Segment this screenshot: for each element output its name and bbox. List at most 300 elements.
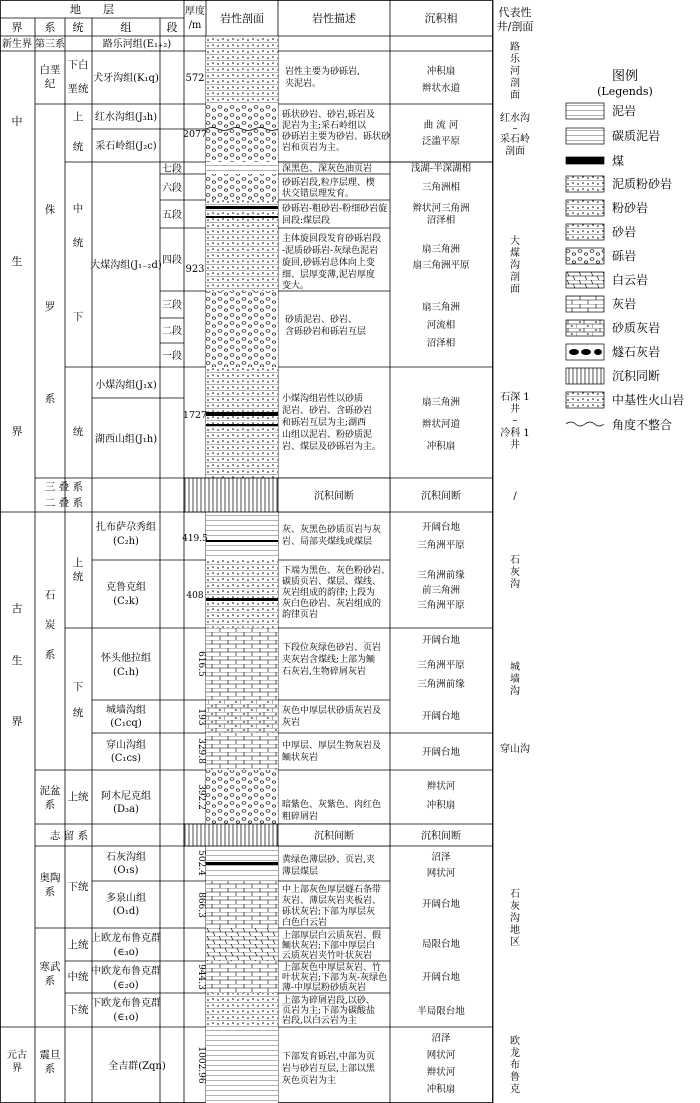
- header-zu: 组: [120, 21, 132, 34]
- legend-title: 图例: [611, 69, 639, 84]
- rep-luleh-5: 面: [510, 90, 520, 101]
- formation-k1q: 犬牙沟组(K₁q): [93, 73, 159, 84]
- facies-j1-2: 辫状河道: [421, 419, 461, 430]
- formation-e12: 路乐河组(E₁₊₂): [102, 39, 172, 50]
- member-column: [162, 162, 182, 362]
- legend-label-9: 灰岩: [612, 297, 637, 311]
- series-cam-upper: 上统: [67, 939, 89, 951]
- rep-luleh-4: 剖: [510, 78, 520, 89]
- rep-oulong-4: 鲁: [510, 1072, 520, 1083]
- legend: [566, 69, 684, 432]
- header-thickness: 厚度: [185, 6, 205, 17]
- legend-swatch-conglomerate: [566, 248, 604, 264]
- rep-shishen-1: 石深 1: [500, 392, 530, 403]
- thickness-o1s: 502.4: [196, 850, 206, 876]
- era-cenozoic: 新生界: [2, 39, 32, 50]
- desc-m13-2: 含砾砂岩和砾岩互层: [285, 327, 367, 337]
- representative-column: [500, 40, 530, 1095]
- rep-dameigou-1: 大: [510, 236, 520, 247]
- desc-o1d-1: 中上部灰色厚层燧石条带: [282, 885, 382, 895]
- member-1: 一段: [162, 351, 182, 362]
- header-jie: 界: [11, 21, 23, 34]
- desc-c2h-2: 岩、局部夹煤线或煤层: [282, 537, 373, 547]
- lith-zqn: [206, 1027, 278, 1103]
- member-7: 七段: [162, 164, 182, 175]
- legend-label-3: 煤: [612, 154, 625, 168]
- facies-m5-1: 辫状河三角洲: [412, 203, 470, 214]
- lith-dameigou-5: [206, 200, 278, 228]
- rep-oulong-1: 欧: [510, 1036, 520, 1047]
- desc-k1q-2: 夹泥岩。: [285, 79, 322, 89]
- system-tertiary: 第三系: [35, 39, 65, 50]
- formation-c2h: 扎布萨尕秀组: [96, 522, 156, 533]
- desc-j1-3: 和砾岩互层为主;湖西: [282, 418, 367, 428]
- desc-d3a-2: 粗碎屑岩: [282, 812, 319, 822]
- series-d-upper: 上统: [67, 791, 89, 803]
- lith-dameigou-6: [206, 174, 278, 200]
- formation-j2c: 采石岭组(J₂c): [95, 141, 157, 152]
- desc-m5-2: 回段:煤层段: [282, 216, 331, 226]
- coal-bed-3: [206, 412, 278, 416]
- facies-o1s-1: 沼泽: [431, 852, 451, 863]
- thickness-dameigou: 923: [185, 264, 205, 275]
- system-column: [35, 37, 89, 1075]
- desc-j1-1: 小煤沟组岩性以砂质: [282, 394, 364, 404]
- system-ordovician-1: 奥陶: [39, 872, 61, 884]
- facies-c2k-3: 三角洲平原: [417, 600, 465, 611]
- era-paleozoic-3: 界: [11, 715, 23, 728]
- thickness-c2h: 419.5: [182, 534, 208, 544]
- formation-o1d: 多泉山组: [106, 893, 146, 904]
- desc-c1cq-2: 灰岩: [282, 718, 301, 728]
- thickness-cambrian: 944.3: [196, 964, 206, 990]
- era-proterozoic-2: 界: [12, 1063, 22, 1074]
- system-permian: 二 叠 系: [44, 497, 84, 509]
- desc-c1h-3: 石灰岩,生物碎屑灰岩: [282, 667, 366, 677]
- facies-c1h-3: 三角洲前缘: [417, 679, 465, 690]
- header-duan: 段: [166, 21, 178, 34]
- facies-m4-1: 扇三角洲: [421, 244, 461, 255]
- facies-m7: 浅湖-半深湖相: [410, 163, 472, 174]
- era-column: [2, 37, 32, 1074]
- desc-c1cs-2: 鲕状灰岩: [282, 753, 319, 763]
- formation-o1s: 石灰沟组: [106, 852, 146, 863]
- desc-cam1-2: 页岩为主;下部为碳酸盐: [282, 1006, 376, 1016]
- header-facies: 沉积相: [424, 12, 458, 25]
- desc-c1cq-1: 灰色中厚层状砂质灰岩及: [282, 706, 382, 716]
- coal-bed-2: [206, 216, 278, 218]
- desc-o1s-2: 薄层煤层: [282, 867, 319, 877]
- formation-cam1: 下欧龙布鲁克群: [91, 998, 161, 1009]
- rep-hongshui-4: 剖面: [505, 146, 525, 157]
- desc-m7: 深黑色、深灰色油页岩: [282, 164, 373, 174]
- system-carboniferous-3: 系: [44, 649, 56, 661]
- series-j-upper-2: 统: [72, 141, 84, 153]
- system-cretaceous-2: 纪: [44, 78, 56, 90]
- lith-c2h: [206, 512, 278, 560]
- lith-c1cq: [206, 700, 278, 733]
- desc-o1d-4: 白色白云岩: [282, 918, 328, 928]
- desc-cam1-1: 上部为碎屑岩段,以砂、: [282, 996, 375, 1006]
- series-c-upper-1: 上: [72, 557, 84, 569]
- series-j-middle-1: 中: [72, 203, 84, 215]
- formation-j3h: 红水沟组(J₃h): [94, 112, 158, 123]
- legend-label-1: 泥岩: [612, 104, 637, 118]
- desc-zqn-3: 灰色页岩为主: [282, 1076, 337, 1086]
- header-description: 岩性描述: [312, 12, 356, 25]
- facies-j3-1: 曲 流 河: [423, 120, 459, 131]
- desc-m6-2: 状交错层理发育。: [282, 189, 355, 199]
- lith-upper-jurassic: [206, 104, 278, 162]
- thickness-j1: 1727: [182, 410, 208, 421]
- facies-zqn-2: 网状河: [426, 1050, 456, 1061]
- formation-d3a-code: (D₃a): [113, 804, 139, 815]
- legend-swatch-limestone: [566, 296, 604, 312]
- rep-dameigou-4: 剖: [510, 272, 520, 283]
- desc-c2k-5: 韵律页岩: [282, 610, 319, 620]
- formation-dameigou: 大煤沟组(J₁₋₂d): [90, 260, 162, 271]
- era-proterozoic-1: 元古: [7, 1050, 27, 1061]
- legend-swatch-sandstone: [566, 224, 604, 240]
- series-j-lower-1: 下: [72, 311, 84, 323]
- thickness-column: [182, 73, 208, 1084]
- desc-j3-2: 泥岩为主;采石岭组以: [282, 121, 367, 131]
- formation-cam1-code: (∈₁o): [113, 1012, 139, 1023]
- rep-hongshui-1: 红水沟: [500, 113, 530, 124]
- desc-cam3-3: 云质灰岩夹竹叶状灰岩: [282, 951, 373, 961]
- legend-swatch-sandy-limestone: [566, 320, 604, 336]
- system-carboniferous-2: 炭: [44, 619, 56, 631]
- formation-zqn: 全吉群(Zqn): [108, 1061, 166, 1072]
- era-mesozoic-2: 生: [11, 255, 23, 268]
- series-k-lower-1: 下白: [67, 59, 89, 71]
- facies-m4-2: 扇三角洲平原: [412, 260, 470, 271]
- desc-d3a-1: 暗紫色、灰紫色、肉红色: [282, 800, 382, 810]
- desc-m13-1: 砂质泥岩、砂岩、: [285, 315, 358, 325]
- desc-m4-2: -泥质砂砾岩-灰绿色泥岩: [282, 246, 379, 256]
- facies-k1q-1: 冲积扇: [426, 66, 456, 77]
- member-3: 三段: [162, 300, 182, 311]
- formation-j1h: 湖西山组(J₁h): [94, 434, 158, 445]
- lith-cam1: [206, 993, 278, 1027]
- coal-bed-5: [206, 540, 278, 542]
- description-column: [282, 65, 391, 1086]
- desc-cam2-2: 叶状灰岩;下部为灰-灰绿色: [282, 973, 388, 983]
- rep-chengqiang-2: 墙: [510, 674, 520, 685]
- desc-cam3-2: 鲕状灰岩;下部中厚层白: [282, 941, 376, 951]
- formation-j1x: 小煤沟组(J₁x): [95, 380, 157, 391]
- legend-swatch-mudstone: [566, 103, 604, 119]
- series-j-middle-2: 统: [72, 237, 84, 249]
- facies-m13-1: 扇三角洲: [421, 302, 461, 313]
- formation-cam3: 上欧龙布鲁克群: [91, 933, 161, 944]
- facies-c2h-2: 三角洲平原: [417, 540, 465, 551]
- rep-shihuigou-2: 灰: [510, 567, 520, 578]
- legend-label-11: 燧石灰岩: [612, 345, 661, 359]
- facies-zqn-3: 辫状河: [426, 1067, 456, 1078]
- rep-dameigou-3: 沟: [510, 260, 520, 271]
- formation-c2k: 克鲁克组: [106, 582, 146, 593]
- formation-c1h: 怀头他拉组: [101, 653, 151, 664]
- thickness-c2k: 408: [186, 591, 204, 601]
- legend-swatch-unconformity: [566, 422, 604, 426]
- series-c-lower-2: 统: [72, 707, 84, 719]
- facies-m5-2: 沼泽相: [426, 215, 456, 226]
- header-representative: 代表性: [498, 6, 532, 19]
- header-xi: 系: [44, 21, 56, 34]
- formation-cam2-code: (∈₂o): [113, 980, 139, 991]
- system-jurassic-3: 系: [44, 393, 56, 405]
- formation-c1h-code: (C₁h): [113, 667, 139, 678]
- legend-label-2: 碳质泥岩: [612, 129, 661, 143]
- era-mesozoic-3: 界: [11, 425, 23, 438]
- gap-silurian-facies: 沉积间断: [421, 831, 461, 842]
- rep-shishen-2: 井: [510, 404, 520, 415]
- desc-m5-1: 砂砾岩-粗砂岩-粉细砂岩旋: [282, 204, 388, 214]
- thickness-zqn: 1002.96: [196, 1046, 206, 1084]
- facies-c1h-2: 三角洲平原: [417, 660, 465, 671]
- facies-cam1: 半局限台地: [417, 1006, 465, 1017]
- desc-m4-5: 变大。: [282, 281, 310, 291]
- system-jurassic-1: 侏: [44, 204, 56, 216]
- rep-area-4: 地: [510, 925, 520, 936]
- rep-area-5: 区: [510, 937, 520, 948]
- lith-cam3: [206, 928, 278, 961]
- legend-label-12: 沉积同断: [612, 369, 661, 383]
- facies-j3-2: 泛滥平原: [421, 136, 461, 147]
- thickness-o1d: 866.3: [196, 892, 206, 918]
- era-mesozoic-1: 中: [11, 115, 23, 128]
- formation-cam3-code: (∈₃o): [113, 947, 139, 958]
- rep-chengqiang-3: 沟: [510, 686, 520, 697]
- thickness-j3: 2077: [182, 129, 208, 140]
- legend-swatch-coal: [566, 157, 604, 164]
- facies-c2h-1: 开阔台地: [421, 522, 461, 533]
- rep-hongshui-2: –: [512, 123, 518, 134]
- formation-c1cs: 穿山沟组: [106, 740, 146, 751]
- facies-m13-3: 沼泽相: [426, 338, 456, 349]
- thickness-c1cs: 329.8: [196, 738, 206, 764]
- thickness-d3a: 392.2: [196, 784, 206, 810]
- facies-d3a-1: 辫状河: [426, 781, 456, 792]
- facies-cam2: 开阔台地: [421, 972, 461, 983]
- desc-m6-1: 砂砾岩段,粒序层理、楔: [282, 178, 375, 188]
- rep-shihuigou-1: 石: [510, 555, 520, 566]
- formation-column: [90, 37, 171, 1072]
- desc-c2k-4: 灰白色砂岩、灰岩组成的: [282, 599, 382, 609]
- legend-label-14: 角度不整合: [612, 418, 673, 432]
- system-jurassic-2: 罗: [44, 301, 56, 313]
- system-devonian-1: 泥盆: [39, 785, 61, 797]
- facies-c2k-1: 三角洲前缘: [417, 570, 465, 581]
- coal-bed-7: [206, 862, 278, 865]
- lith-cretaceous: [206, 51, 278, 104]
- desc-j1-4: 山组以泥岩、粉砂质泥: [282, 430, 373, 440]
- series-j-upper-1: 上: [72, 111, 84, 123]
- legend-swatch-siltstone: [566, 200, 604, 216]
- facies-zqn-4: 冲积扇: [426, 1084, 456, 1095]
- series-column: [68, 58, 89, 1016]
- facies-d3a-2: 冲积扇: [426, 800, 456, 811]
- era-paleozoic-2: 生: [11, 654, 23, 667]
- formation-o1d-code: (O₁d): [112, 906, 140, 917]
- system-devonian-2: 系: [44, 799, 56, 811]
- rep-area-3: 沟: [510, 913, 520, 924]
- lith-paleogene: [206, 36, 278, 51]
- series-c-lower-1: 下: [72, 681, 84, 693]
- system-cretaceous-1: 白垩: [39, 64, 61, 76]
- rep-shihuigou-3: 沟: [510, 579, 520, 590]
- rep-shishen-3: –: [512, 415, 518, 426]
- legend-label-10: 砂质灰岩: [612, 321, 661, 335]
- facies-j1-1: 扇三角洲: [421, 397, 461, 408]
- formation-o1s-code: (O₁s): [113, 865, 139, 876]
- gap-silurian-desc: 沉积间断: [314, 831, 354, 842]
- legend-swatch-muddy-siltstone: [566, 176, 604, 192]
- desc-c2h-1: 灰、灰黑色砂质页岩与灰: [282, 525, 382, 535]
- desc-o1d-2: 灰岩、薄层灰岩夹板岩、: [282, 896, 382, 906]
- facies-c1h-1: 开阔台地: [421, 635, 461, 646]
- rep-oulong-5: 克: [510, 1084, 520, 1095]
- rep-chengqiang-1: 城: [510, 662, 520, 673]
- header-representative-2: 井/剖面: [496, 20, 534, 33]
- legend-label-13: 中基性火山岩: [612, 393, 685, 407]
- facies-c2k-2: 前三角洲: [421, 585, 461, 596]
- desc-m4-1: 主体旋回段发育砂砾岩段: [282, 234, 382, 244]
- formation-c2k-code: (C₂k): [113, 596, 139, 607]
- lith-dameigou-7: [206, 162, 278, 174]
- system-carboniferous-1: 石: [44, 589, 56, 601]
- desc-zqn-1: 下部发育砾岩,中部为页: [282, 1052, 375, 1062]
- member-6: 六段: [162, 183, 182, 194]
- desc-c1h-2: 夹灰岩含煤线;上部为鲕: [282, 655, 376, 665]
- rep-oulong-3: 布: [510, 1060, 520, 1071]
- rep-luleh-1: 路: [510, 42, 520, 53]
- header-thickness-unit: /m: [188, 20, 202, 31]
- formation-cam2: 中欧龙布鲁克群: [91, 966, 161, 977]
- facies-column: [411, 65, 472, 1095]
- header-tong: 统: [72, 21, 84, 34]
- series-cam-middle: 中统: [67, 971, 89, 983]
- formation-c1cq: 城墙沟组: [106, 705, 146, 716]
- desc-cam3-1: 上部厚层白云质灰岩、假: [282, 931, 382, 941]
- desc-cam2-3: 薄-中厚层粉砂质灰岩: [282, 983, 367, 993]
- rep-shishen-5: 井: [510, 440, 520, 451]
- formation-c1cs-code: (C₁cs): [110, 753, 142, 764]
- coal-bed-4: [206, 424, 278, 426]
- desc-c1h-1: 下段位灰绿色砂岩、页岩: [282, 643, 382, 653]
- desc-o1d-3: 砾状灰岩;下部为厚层灰: [282, 907, 376, 917]
- rep-area-1: 石: [510, 889, 520, 900]
- lith-c1cs: [206, 733, 278, 770]
- system-cambrian-2: 系: [44, 975, 56, 987]
- rep-dameigou-5: 面: [510, 284, 520, 295]
- lith-o1d: [206, 881, 278, 928]
- legend-label-6: 砂岩: [612, 225, 637, 239]
- system-sinian-2: 系: [44, 1063, 56, 1075]
- desc-j3-3: 砂砾岩主要为砂岩、砾状砂: [282, 132, 391, 142]
- formation-c1cq-code: (C₁cq): [110, 718, 142, 729]
- desc-j1-5: 岩、煤层及砂砾岩为主。: [282, 442, 382, 452]
- thickness-k1q: 572: [185, 73, 205, 84]
- facies-k1q-2: 辫状水道: [421, 83, 461, 94]
- thickness-c1cq: 193: [196, 708, 206, 726]
- lith-c2k: [206, 560, 278, 628]
- coal-bed-1: [206, 206, 278, 209]
- rep-hongshui-3: 采石岭: [500, 134, 530, 145]
- rep-area-2: 灰: [510, 901, 520, 912]
- system-ordovician-2: 系: [44, 886, 56, 898]
- header-strata: 地 层: [70, 3, 114, 16]
- desc-c1cs-1: 中厚层、厚层生物灰岩及: [282, 741, 382, 751]
- system-triassic: 三 叠 系: [44, 481, 84, 493]
- desc-c2k-1: 下端为黑色、灰色粉砂岩、: [282, 566, 391, 576]
- legend-label-4: 泥质粉砂岩: [612, 177, 673, 191]
- formation-c2h-code: (C₂h): [113, 536, 139, 547]
- facies-o1d: 开阔台地: [421, 899, 461, 910]
- legend-subtitle: (Legends): [597, 85, 653, 98]
- lith-lower-jurassic: [206, 367, 278, 478]
- desc-c2k-3: 灰岩组成的韵律;上段为: [282, 588, 376, 598]
- system-cambrian-1: 寒武: [39, 961, 61, 973]
- rep-shishen-4: 冷科 1: [500, 428, 530, 439]
- rep-oulong-2: 龙: [510, 1048, 520, 1059]
- facies-zqn-1: 沼泽: [431, 1033, 451, 1044]
- desc-j1-2: 泥岩、砂岩、含砾砂岩: [282, 406, 373, 416]
- lith-cam2: [206, 961, 278, 993]
- rep-luleh-2: 乐: [510, 54, 520, 65]
- series-j-lower-2: 统: [72, 426, 84, 438]
- series-c-upper-2: 统: [72, 571, 84, 583]
- desc-m4-3: 旋回,砂砾岩总体向上变: [282, 258, 375, 268]
- coal-bed-6: [206, 598, 278, 601]
- legend-swatch-volcanic: [566, 392, 604, 408]
- series-o-lower: 下统: [67, 881, 89, 893]
- legend-swatch-dolomite: [566, 272, 604, 288]
- rep-luleh-3: 河: [510, 66, 520, 77]
- facies-c1cs: 开阔台地: [421, 747, 461, 758]
- gap-perm-tri-facies: 沉积间断: [421, 491, 461, 502]
- facies-cam3: 局限台地: [421, 939, 461, 950]
- facies-c1cq: 开阔台地: [421, 711, 461, 722]
- desc-m4-4: 细、层厚变薄,泥岩厚度: [282, 270, 375, 280]
- rep-slash: /: [513, 491, 517, 502]
- desc-o1s-1: 黄绿色薄层砂、页岩,夹: [282, 855, 375, 865]
- thickness-c1h: 616.5: [196, 651, 206, 677]
- lith-c1h: [206, 628, 278, 700]
- member-2: 二段: [162, 326, 182, 337]
- rep-dameigou-2: 煤: [510, 248, 520, 259]
- header-section: 岩性剖面: [220, 12, 264, 25]
- facies-o1s-2: 网状河: [426, 868, 456, 879]
- gap-perm-tri-desc: 沉积间断: [314, 491, 354, 502]
- member-4: 四段: [162, 255, 182, 266]
- formation-d3a: 阿木尼克组: [101, 791, 151, 802]
- legend-label-5: 粉砂岩: [612, 201, 649, 215]
- desc-k1q-1: 岩性主要为砂砾岩,: [285, 67, 360, 77]
- rep-chuanshan: 穿山沟: [500, 744, 530, 755]
- desc-cam2-1: 上部灰色中厚层灰岩、竹: [282, 963, 382, 973]
- facies-m6: 三角洲相: [421, 182, 461, 193]
- legend-swatch-depositional-gap: [566, 368, 604, 384]
- lith-dameigou-1-3: [206, 291, 278, 367]
- series-k-lower-2: 垩统: [67, 83, 89, 95]
- lith-d3a: [206, 770, 278, 824]
- series-cam-lower: 下统: [67, 1004, 89, 1016]
- era-paleozoic-1: 古: [11, 602, 23, 615]
- system-silurian: 志 留 系: [49, 830, 89, 842]
- legend-label-7: 砾岩: [612, 249, 637, 263]
